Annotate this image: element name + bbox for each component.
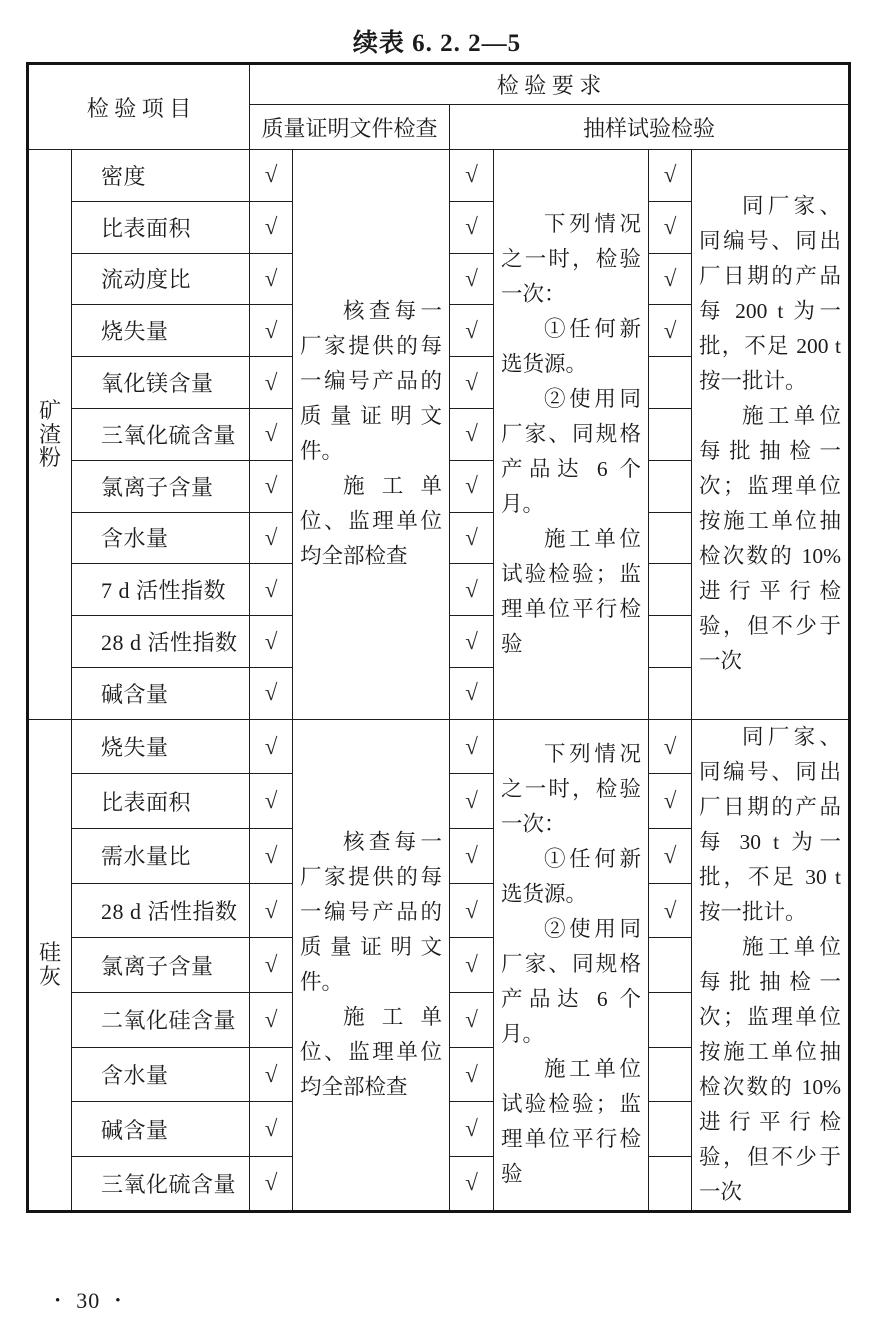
item-name-cell: 需水量比 bbox=[72, 829, 250, 884]
item-name-cell: 烧失量 bbox=[72, 719, 250, 774]
item-name-cell: 比表面积 bbox=[72, 774, 250, 829]
doc-check-mark-cell: √ bbox=[250, 305, 293, 357]
doc-check-mark-cell: √ bbox=[250, 719, 293, 774]
item-name-cell: 含水量 bbox=[72, 512, 250, 564]
sampling-check-mark-cell: √ bbox=[450, 512, 494, 564]
doc-check-mark-cell: √ bbox=[250, 1157, 293, 1212]
batch-check-mark-cell bbox=[649, 993, 692, 1048]
sampling-note-cell-paragraph: 施工单位试验检验；监理单位平行检验 bbox=[501, 526, 642, 656]
batch-check-mark-cell: √ bbox=[649, 201, 692, 253]
sampling-note-cell-paragraph: 施工单位试验检验；监理单位平行检验 bbox=[501, 1057, 642, 1187]
header-doc-check: 质量证明文件检查 bbox=[250, 105, 450, 150]
doc-check-mark-cell: √ bbox=[250, 357, 293, 409]
batch-check-mark-cell bbox=[649, 938, 692, 993]
batch-note-cell bbox=[692, 719, 850, 1211]
batch-check-mark-cell bbox=[649, 667, 692, 719]
sampling-note-cell-paragraph: 下列情况之一时，检验一次： bbox=[501, 211, 642, 306]
sampling-check-mark-cell: √ bbox=[450, 1047, 494, 1102]
sampling-check-mark-cell: √ bbox=[450, 667, 494, 719]
sampling-check-mark-cell: √ bbox=[450, 993, 494, 1048]
table-row bbox=[28, 719, 850, 774]
batch-note-cell-paragraph: 同厂家、同编号、同出厂日期的产品每 30 t 为一批，不足 30 t 按一批计。 bbox=[699, 724, 842, 924]
doc-check-mark-cell: √ bbox=[250, 667, 293, 719]
batch-check-mark-cell bbox=[649, 1047, 692, 1102]
page-number-value: 30 bbox=[76, 1288, 101, 1313]
table-body bbox=[28, 150, 850, 1212]
batch-check-mark-cell bbox=[649, 460, 692, 512]
batch-note-cell-paragraph: 施工单位每批抽检一次；监理单位按施工单位抽检次数的 10%进行平行检验，但不少于一次 bbox=[699, 404, 842, 674]
batch-check-mark-cell bbox=[649, 357, 692, 409]
doc-check-mark-cell: √ bbox=[250, 774, 293, 829]
sampling-check-mark-cell: √ bbox=[450, 460, 494, 512]
doc-check-note-cell-paragraph: 施工单位、监理单位均全部检查 bbox=[300, 1004, 443, 1099]
header-inspection-items: 检 验 项 目 bbox=[28, 64, 250, 150]
item-name-cell: 含水量 bbox=[72, 1047, 250, 1102]
item-name-cell: 三氧化硫含量 bbox=[72, 408, 250, 460]
header-row-1 bbox=[28, 64, 850, 105]
sampling-check-mark-cell: √ bbox=[450, 253, 494, 305]
doc-check-mark-cell: √ bbox=[250, 1047, 293, 1102]
sampling-note-cell-paragraph: ②使用同厂家、同规格产品达 6 个月。 bbox=[501, 386, 642, 516]
sampling-check-mark-cell: √ bbox=[450, 201, 494, 253]
batch-check-mark-cell: √ bbox=[649, 829, 692, 884]
item-name-cell: 氯离子含量 bbox=[72, 938, 250, 993]
doc-check-mark-cell: √ bbox=[250, 253, 293, 305]
page-number-left-bullet: • bbox=[55, 1292, 62, 1309]
sampling-note-cell-paragraph: ①任何新选货源。 bbox=[501, 316, 642, 376]
doc-check-mark-cell: √ bbox=[250, 408, 293, 460]
page-number-right-bullet: • bbox=[115, 1292, 122, 1309]
table-row bbox=[28, 150, 850, 202]
sampling-check-mark-cell: √ bbox=[450, 938, 494, 993]
sampling-check-mark-cell: √ bbox=[450, 829, 494, 884]
doc-check-note-cell-paragraph: 核查每一厂家提供的每一编号产品的质量证明文件。 bbox=[300, 299, 443, 464]
item-name-cell: 28 d 活性指数 bbox=[72, 616, 250, 668]
doc-check-mark-cell: √ bbox=[250, 564, 293, 616]
sampling-check-mark-cell: √ bbox=[450, 616, 494, 668]
group-label: 矿渣粉 bbox=[38, 397, 61, 471]
doc-check-mark-cell: √ bbox=[250, 829, 293, 884]
item-name-cell: 密度 bbox=[72, 150, 250, 202]
sampling-note-cell bbox=[494, 150, 649, 720]
page-number bbox=[55, 1288, 122, 1314]
doc-check-mark-cell: √ bbox=[250, 460, 293, 512]
item-name-cell: 氧化镁含量 bbox=[72, 357, 250, 409]
batch-check-mark-cell bbox=[649, 1102, 692, 1157]
sampling-check-mark-cell: √ bbox=[450, 408, 494, 460]
doc-check-note-cell-paragraph: 施工单位、监理单位均全部检查 bbox=[300, 474, 443, 569]
item-name-cell: 碱含量 bbox=[72, 1102, 250, 1157]
doc-check-note-cell bbox=[293, 150, 450, 720]
item-name-cell: 氯离子含量 bbox=[72, 460, 250, 512]
header-inspection-requirements: 检 验 要 求 bbox=[250, 64, 850, 105]
item-name-cell: 7 d 活性指数 bbox=[72, 564, 250, 616]
table-title: 续表 6. 2. 2—5 bbox=[352, 30, 522, 57]
sampling-check-mark-cell: √ bbox=[450, 357, 494, 409]
sampling-note-cell bbox=[494, 719, 649, 1211]
doc-check-mark-cell: √ bbox=[250, 993, 293, 1048]
sampling-check-mark-cell: √ bbox=[450, 883, 494, 938]
doc-check-mark-cell: √ bbox=[250, 512, 293, 564]
batch-note-cell-paragraph: 同厂家、同编号、同出厂日期的产品每 200 t 为一批，不足 200 t 按一批计。 bbox=[699, 194, 842, 394]
sampling-note-cell-paragraph: ①任何新选货源。 bbox=[501, 847, 642, 907]
batch-check-mark-cell: √ bbox=[649, 305, 692, 357]
sampling-check-mark-cell: √ bbox=[450, 1102, 494, 1157]
sampling-note-cell-paragraph: ②使用同厂家、同规格产品达 6 个月。 bbox=[501, 917, 642, 1047]
doc-check-mark-cell: √ bbox=[250, 201, 293, 253]
batch-check-mark-cell bbox=[649, 1157, 692, 1212]
batch-check-mark-cell bbox=[649, 564, 692, 616]
sampling-note-cell-paragraph: 下列情况之一时，检验一次： bbox=[501, 742, 642, 837]
item-name-cell: 烧失量 bbox=[72, 305, 250, 357]
doc-check-mark-cell: √ bbox=[250, 616, 293, 668]
item-name-cell: 二氧化硅含量 bbox=[72, 993, 250, 1048]
item-name-cell: 碱含量 bbox=[72, 667, 250, 719]
sampling-check-mark-cell: √ bbox=[450, 564, 494, 616]
sampling-check-mark-cell: √ bbox=[450, 1157, 494, 1212]
batch-check-mark-cell: √ bbox=[649, 150, 692, 202]
item-name-cell: 28 d 活性指数 bbox=[72, 883, 250, 938]
item-name-cell: 比表面积 bbox=[72, 201, 250, 253]
doc-check-mark-cell: √ bbox=[250, 883, 293, 938]
item-name-cell: 流动度比 bbox=[72, 253, 250, 305]
doc-check-mark-cell: √ bbox=[250, 938, 293, 993]
doc-check-note-cell-paragraph: 核查每一厂家提供的每一编号产品的质量证明文件。 bbox=[300, 829, 443, 994]
header-sampling-test: 抽样试验检验 bbox=[450, 105, 850, 150]
sampling-check-mark-cell: √ bbox=[450, 774, 494, 829]
batch-check-mark-cell: √ bbox=[649, 253, 692, 305]
batch-check-mark-cell bbox=[649, 512, 692, 564]
sampling-check-mark-cell: √ bbox=[450, 719, 494, 774]
item-name-cell: 三氧化硫含量 bbox=[72, 1157, 250, 1212]
sampling-check-mark-cell: √ bbox=[450, 150, 494, 202]
batch-check-mark-cell bbox=[649, 408, 692, 460]
batch-check-mark-cell bbox=[649, 616, 692, 668]
batch-note-cell bbox=[692, 150, 850, 720]
batch-check-mark-cell: √ bbox=[649, 883, 692, 938]
sampling-check-mark-cell: √ bbox=[450, 305, 494, 357]
batch-check-mark-cell: √ bbox=[649, 719, 692, 774]
inspection-requirements-table bbox=[26, 62, 851, 1213]
batch-note-cell-paragraph: 施工单位每批抽检一次；监理单位按施工单位抽检次数的 10%进行平行检验，但不少于一次 bbox=[699, 934, 842, 1204]
doc-check-mark-cell: √ bbox=[250, 1102, 293, 1157]
group-label: 硅灰 bbox=[38, 940, 61, 989]
group-label-cell bbox=[28, 150, 72, 720]
doc-check-mark-cell: √ bbox=[250, 150, 293, 202]
batch-check-mark-cell: √ bbox=[649, 774, 692, 829]
group-label-cell bbox=[28, 719, 72, 1211]
doc-check-note-cell bbox=[293, 719, 450, 1211]
